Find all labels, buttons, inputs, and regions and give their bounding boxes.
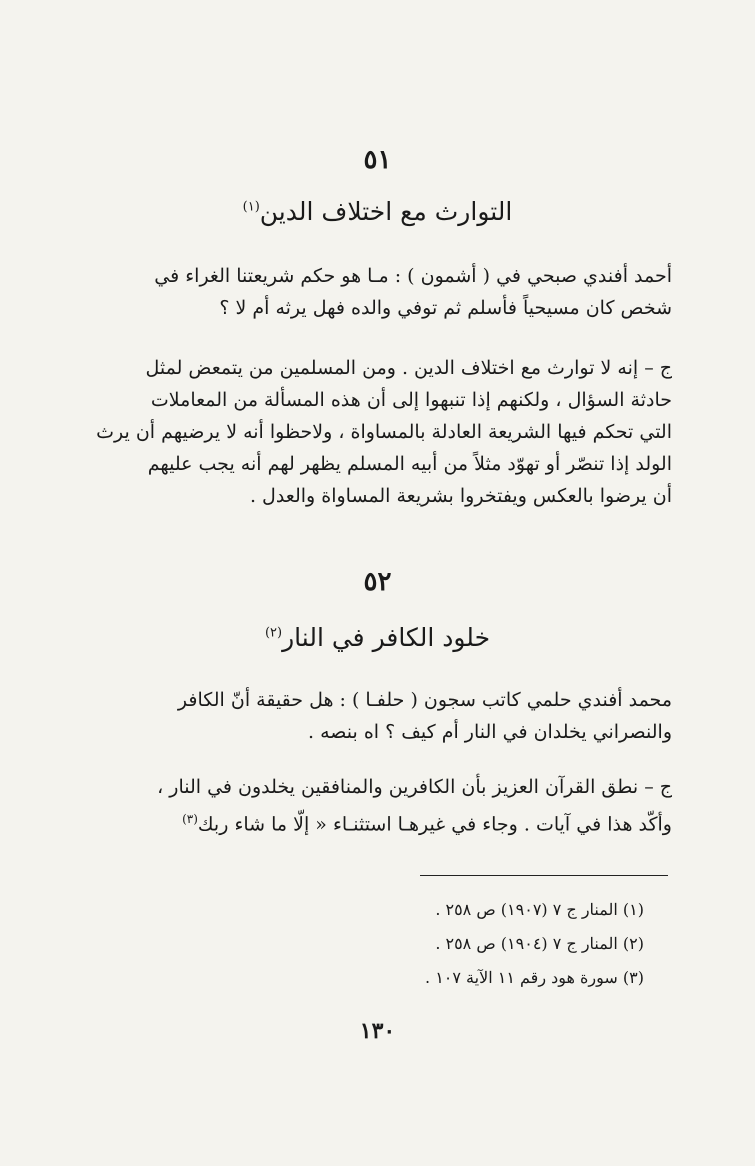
- title-text: التوارث مع اختلاف الدين: [259, 197, 513, 226]
- section-number-51: ٥١: [363, 145, 392, 175]
- title-text: خلود الكافر في النار: [282, 623, 491, 652]
- page-number: ١٣٠: [359, 1018, 396, 1044]
- question-paragraph-52: محمد أفندي حلمي كاتب سجون ( حلفـا ) : هل حقيقة أنّ الكافر والنصراني يخلدان في النار أم كيف ؟ اه بنصه .: [177, 689, 672, 743]
- answer-paragraph-52: [76, 771, 672, 840]
- question-paragraph-51: أحمد أفندي صبحي في ( أشمون ) : مـا هو حكم شريعتنا الغراء في شخص كان مسيحياً فأسلم ثم توفي والده فهل يرثه أم لا ؟: [154, 265, 672, 319]
- footnote-2: (٢) المنار ج ٧ (١٩٠٤) ص ٢٥٨ .: [435, 934, 644, 953]
- answer-text: ج – نطق القرآن العزيز بأن الكافرين والمنافقين يخلدون في النار ، وأكّد هذا في آيات . وجاء في غيرهـا استثنـاء « إلّا ما شاء ربك: [157, 776, 672, 836]
- section-title-eternity-in-fire: [0, 623, 755, 652]
- footnote-divider: [420, 875, 668, 876]
- answer-footnote-marker: (٣): [182, 812, 198, 826]
- answer-paragraph-51: ج – إنه لا توارث مع اختلاف الدين . ومن المسلمين من يتمعض لمثل حادثة السؤال ، ولكنهم إذا تنبهوا إلى أن هذه المسألة من المعاملات التي تحكم فيها الشريعة العادلة بالمساواة ، ولاحظوا أنه لا يرضيهم أن يرث الولد إذا تنصّر أو تهوّد مثلاً من أبيه المسلم يظهر لهم أنه يجب عليهم أن يرضوا بالعكس ويفتخروا بشريعة المساواة والعدل .: [96, 357, 672, 507]
- section-title-inheritance: [0, 197, 755, 226]
- title-footnote-marker: (١): [242, 199, 260, 215]
- footnote-1: (١) المنار ج ٧ (١٩٠٧) ص ٢٥٨ .: [435, 900, 644, 919]
- footnote-3: (٣) سورة هود رقم ١١ الآية ١٠٧ .: [425, 968, 644, 987]
- title-footnote-marker: (٢): [264, 625, 283, 641]
- section-number-52: ٥٢: [363, 567, 392, 597]
